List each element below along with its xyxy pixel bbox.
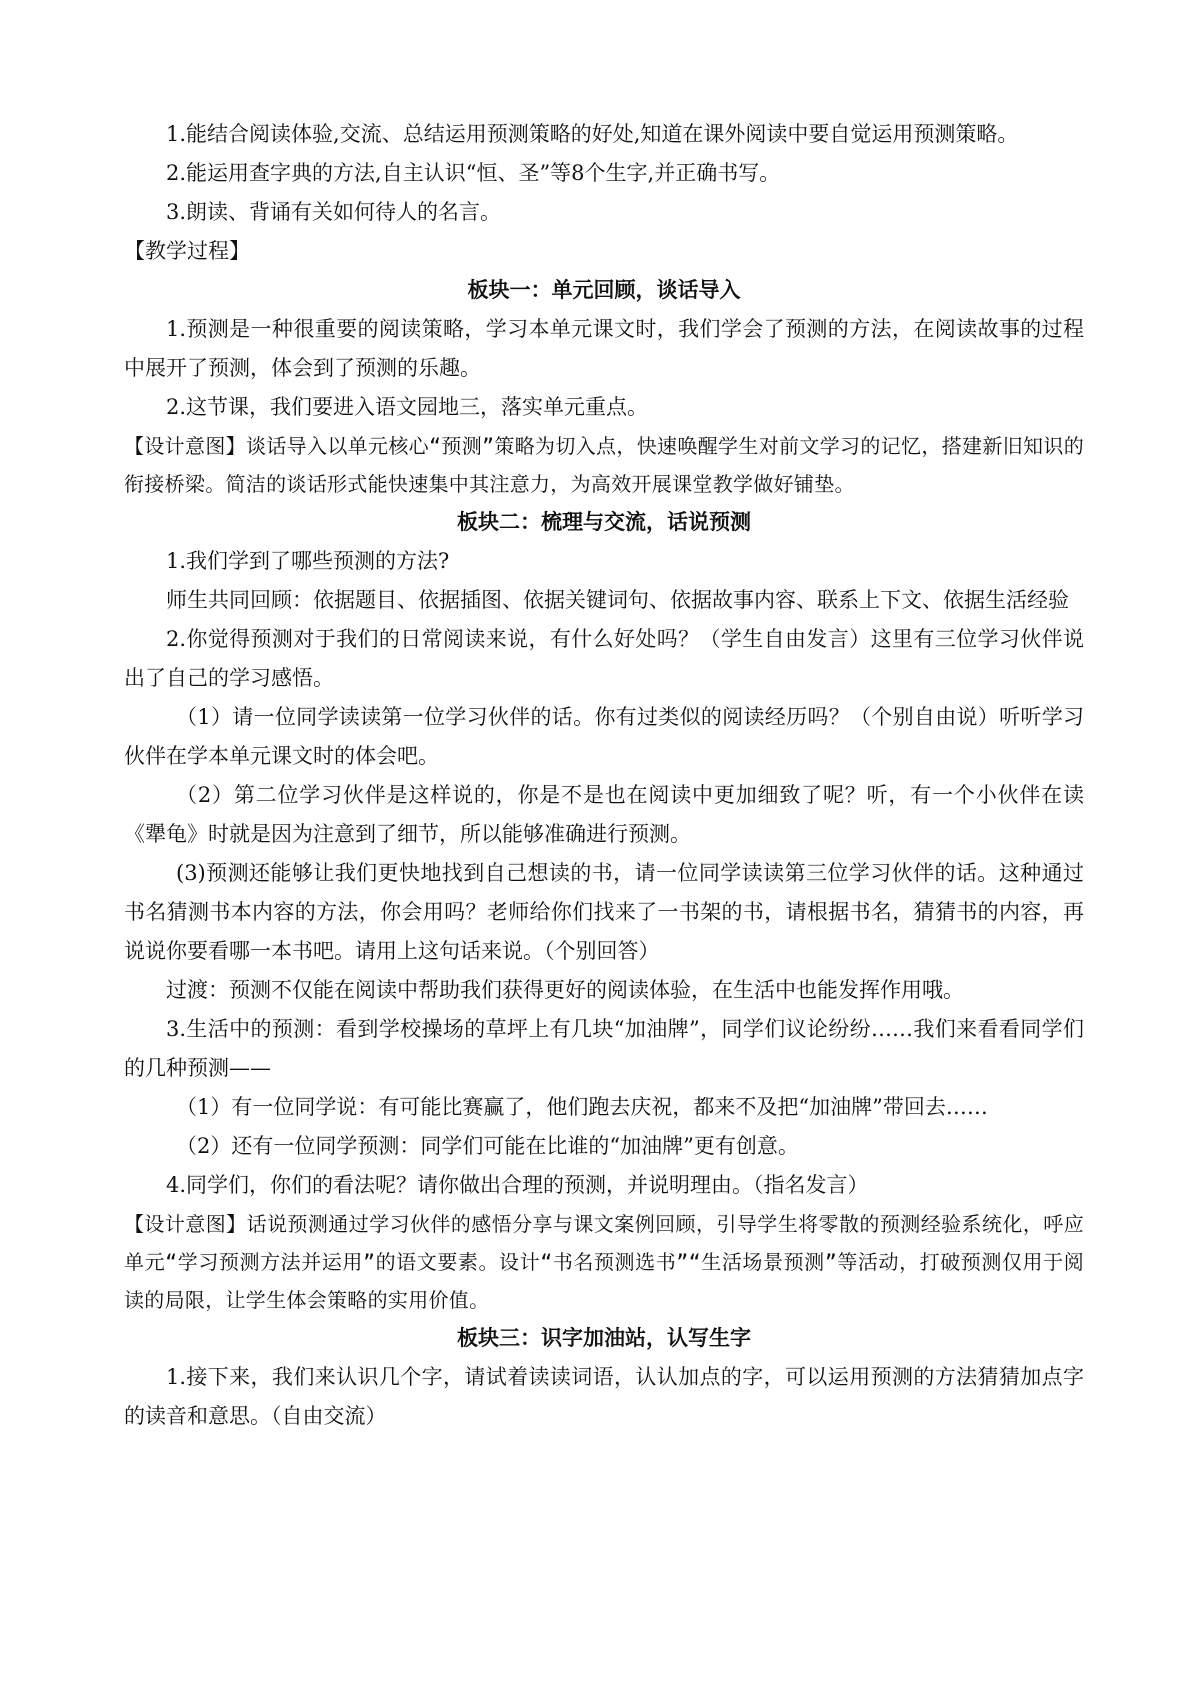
- block1-design-intent: 【设计意图】谈话导入以单元核心“预测”策略为切入点，快速唤醒学生对前文学习的记忆，搭建新旧知识的衔接桥梁。简洁的谈话形式能快速集中其注意力，为高效开展课堂教学做好铺垫。: [124, 434, 1084, 496]
- document-page: [124, 115, 1084, 1436]
- block2-q4: 4.同学们，你们的看法呢？请你做出合理的预测，并说明理由。（指名发言）: [166, 1173, 869, 1197]
- block2-design-intent: 【设计意图】话说预测通过学习伙伴的感悟分享与课文案例回顾，引导学生将零散的预测经验系统化，呼应单元“学习预测方法并运用”的语文要素。设计“书名预测选书”“生活场景预测”等活动，打破预测仅用于阅读的局限，让学生体会策略的实用价值。: [124, 1212, 1084, 1312]
- process-heading: 【教学过程】: [124, 239, 250, 263]
- block2-transition: 过渡：预测不仅能在阅读中帮助我们获得更好的阅读体验，在生活中也能发挥作用哦。: [166, 978, 964, 1002]
- block2-q1: 1.我们学到了哪些预测的方法?: [166, 549, 450, 573]
- block2-q3-sub1: （1）有一位同学说：有可能比赛赢了，他们跑去庆祝，都来不及把“加油牌”带回去……: [176, 1095, 988, 1119]
- objective-2: 2.能运用查字典的方法,自主认识“恒、圣”等8个生字,并正确书写。: [166, 161, 781, 185]
- block2-q2-sub1: （1）请一位同学读读第一位学习伙伴的话。你有过类似的阅读经历吗？（个别自由说）听听学习伙伴在学本单元课文时的体会吧。: [124, 705, 1084, 768]
- block1-item-1: 1.预测是一种很重要的阅读策略，学习本单元课文时，我们学会了预测的方法，在阅读故事的过程中展开了预测，体会到了预测的乐趣。: [124, 317, 1084, 380]
- block2-title: 板块二：梳理与交流，话说预测: [457, 510, 751, 534]
- block1-title: 板块一：单元回顾，谈话导入: [467, 278, 741, 302]
- block2-q3: 3.生活中的预测：看到学校操场的草坪上有几块“加油牌”，同学们议论纷纷……我们来看看同学们的几种预测——: [124, 1017, 1084, 1080]
- objective-1: 1.能结合阅读体验,交流、总结运用预测策略的好处,知道在课外阅读中要自觉运用预测策略。: [166, 122, 1019, 146]
- block2-q2-sub3: (3)预测还能够让我们更快地找到自己想读的书，请一位同学读读第三位学习伙伴的话。这种通过书名猜测书本内容的方法，你会用吗？老师给你们找来了一书架的书，请根据书名，猜猜书的内容，再说说你要看哪一本书吧。请用上这句话来说。（个别回答）: [124, 861, 1084, 963]
- block3-title: 板块三：识字加油站，认写生字: [457, 1326, 751, 1350]
- block3-item-1: 1.接下来，我们来认识几个字，请试着读读词语，认认加点的字，可以运用预测的方法猜猜加点字的读音和意思。（自由交流）: [124, 1365, 1084, 1428]
- block2-q3-sub2: （2）还有一位同学预测：同学们可能在比谁的“加油牌”更有创意。: [176, 1134, 799, 1158]
- objective-3: 3.朗读、背诵有关如何待人的名言。: [166, 200, 502, 224]
- block1-item-2: 2.这节课，我们要进入语文园地三，落实单元重点。: [166, 395, 649, 419]
- block2-q2-sub2: （2）第二位学习伙伴是这样说的，你是不是也在阅读中更加细致了呢？听，有一个小伙伴在读《犟龟》时就是因为注意到了细节，所以能够准确进行预测。: [124, 783, 1084, 846]
- block2-q2: 2.你觉得预测对于我们的日常阅读来说，有什么好处吗？（学生自由发言）这里有三位学习伙伴说出了自己的学习感悟。: [124, 627, 1084, 690]
- block2-q1-answer: 师生共同回顾：依据题目、依据插图、依据关键词句、依据故事内容、联系上下文、依据生活经验: [166, 588, 1069, 612]
